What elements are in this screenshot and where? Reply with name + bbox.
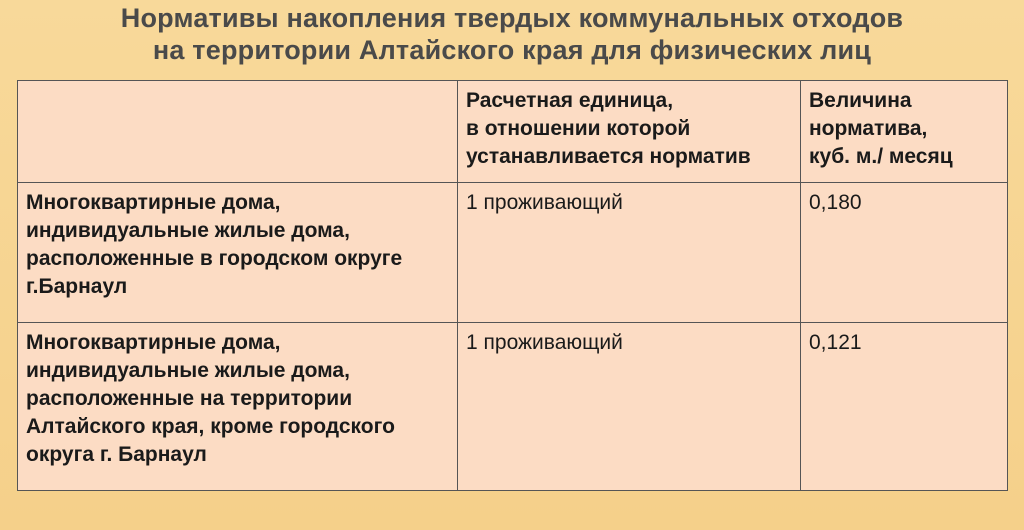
row-unit: 1 проживающий [458, 323, 801, 491]
header-value: Величина норматива, куб. м./ месяц [801, 81, 1008, 183]
header-category [18, 81, 458, 183]
row-category-altai-krai: Многоквартирные дома, индивидуальные жилые дома, расположенные на территории Алтайского края, кроме городского округа г. Барнаул [18, 323, 458, 491]
title-line-2: на территории Алтайского края для физических лиц [152, 35, 872, 65]
title-line-1: Нормативы накопления твердых коммунальных отходов [120, 3, 904, 33]
table-row [18, 323, 1008, 491]
row-category-barnaul: Многоквартирные дома, индивидуальные жилые дома, расположенные в городском округе г.Барнаул [18, 183, 458, 323]
row-unit: 1 проживающий [458, 183, 801, 323]
row-value: 0,180 [801, 183, 1008, 323]
page-title [0, 2, 1024, 66]
table-row [18, 183, 1008, 323]
norms-table [17, 80, 1008, 491]
row-value: 0,121 [801, 323, 1008, 491]
table-header-row [18, 81, 1008, 183]
header-unit: Расчетная единица, в отношении которой устанавливается норматив [458, 81, 801, 183]
